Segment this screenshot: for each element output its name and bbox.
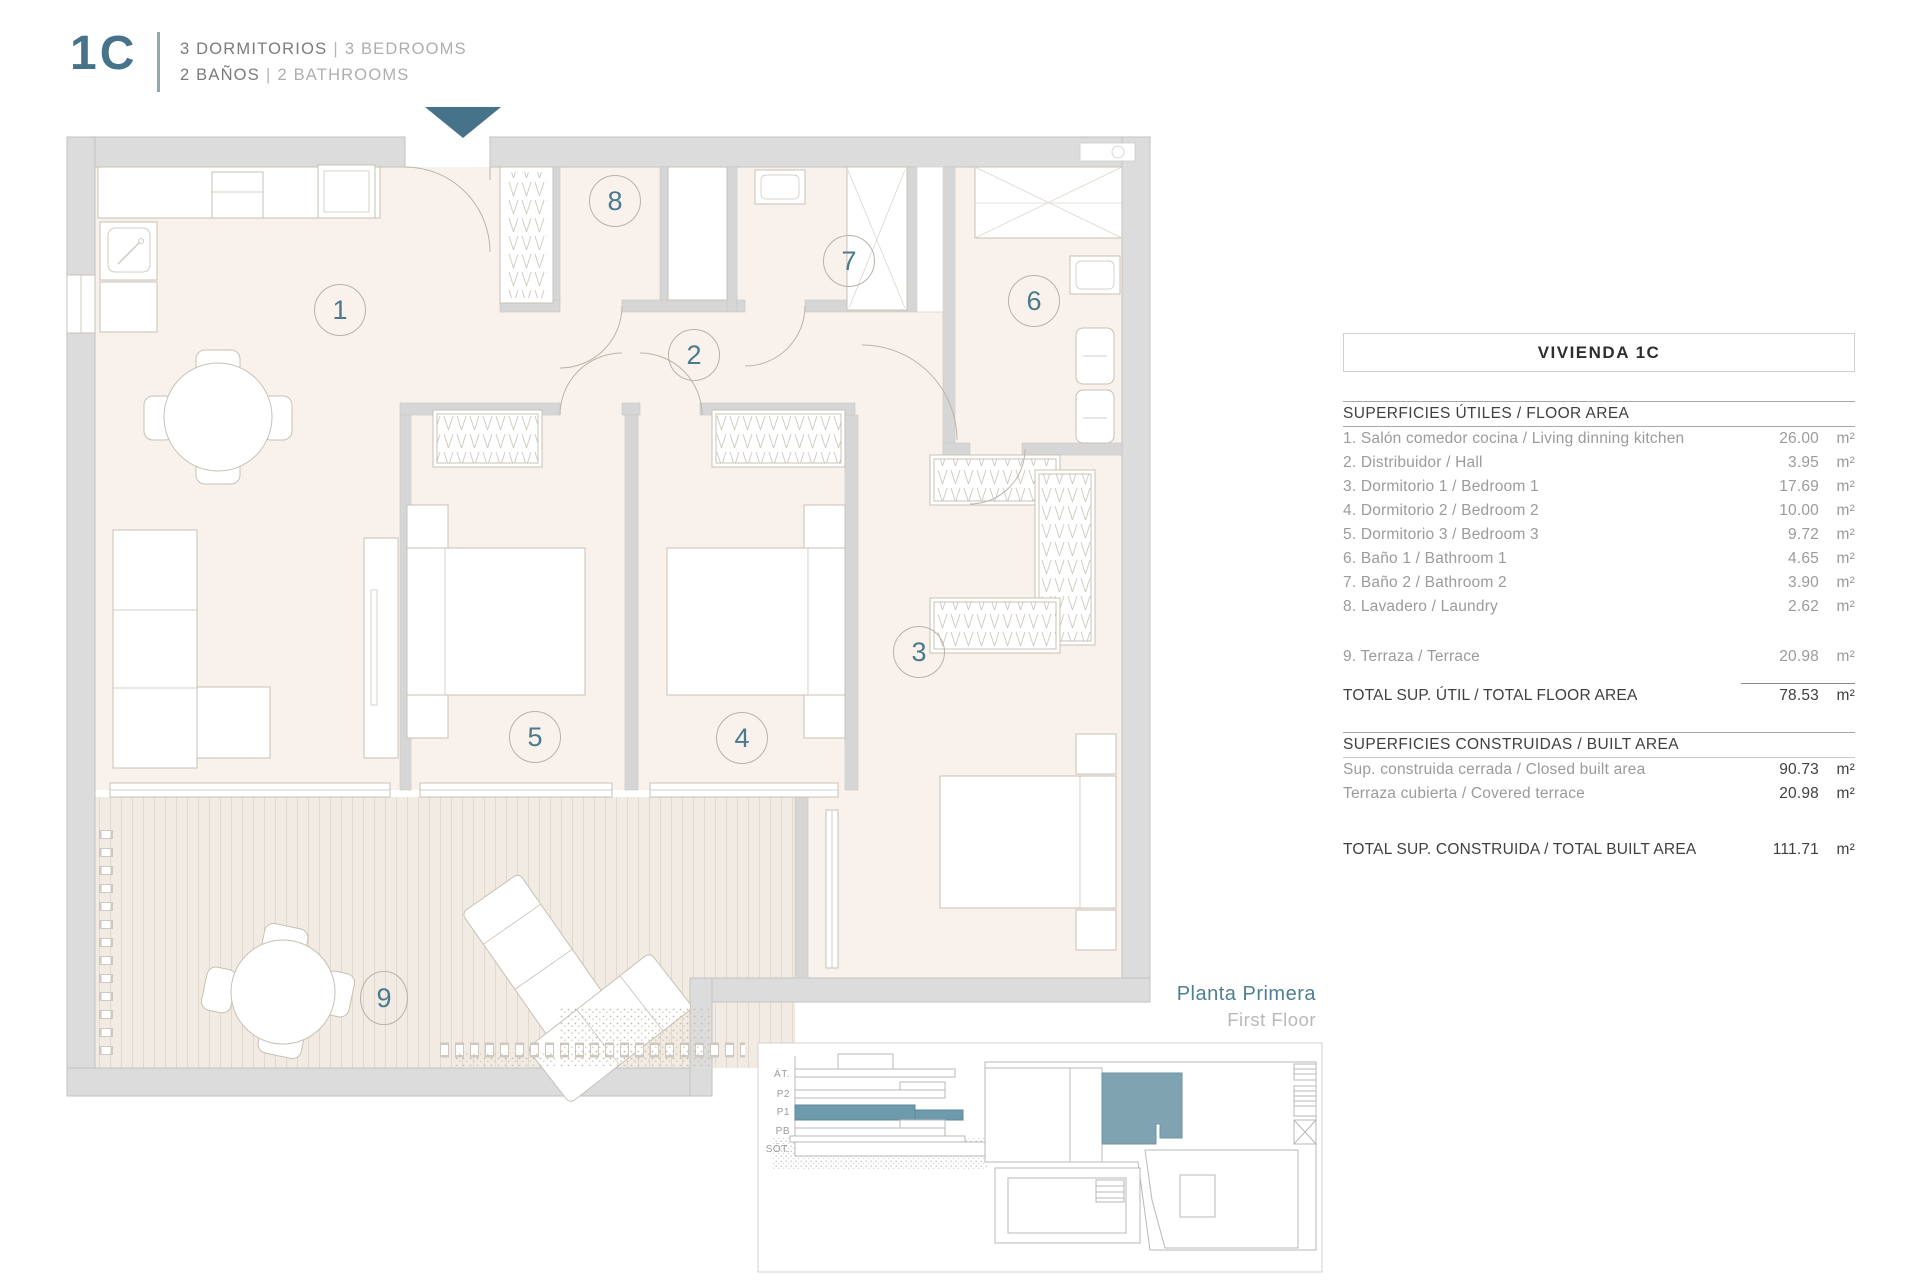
room-badge-bedroom1: 3 — [893, 626, 945, 678]
sofa-chaise — [197, 687, 270, 758]
highlighted-unit-1c — [1102, 1073, 1182, 1144]
room-badge-laundry: 8 — [589, 175, 641, 227]
floor-label-en: First Floor — [1227, 1009, 1316, 1030]
entrance-marker-icon — [425, 107, 501, 138]
bed-2 — [667, 548, 845, 695]
built-area-row: Terraza cubierta / Covered terrace 20.98 m² — [1343, 785, 1855, 802]
room-badge-bedroom2: 4 — [716, 712, 768, 764]
hall-closet — [505, 172, 548, 298]
tv-unit — [364, 538, 398, 758]
panel-title: VIVIENDA 1C — [1343, 333, 1855, 372]
total-floor-area-row: TOTAL SUP. ÚTIL / TOTAL FLOOR AREA 78.53 m² — [1343, 687, 1855, 704]
highlighted-floor-p1 — [795, 1105, 915, 1120]
floor-label — [1060, 981, 1316, 1033]
fridge — [318, 165, 375, 218]
area-row: 8. Lavadero / Laundry 2.62 m² — [1343, 598, 1855, 615]
area-row: 7. Baño 2 / Bathroom 2 3.90 m² — [1343, 574, 1855, 591]
key-plan — [758, 1043, 1322, 1272]
area-row: 4. Dormitorio 2 / Bedroom 2 10.00 m² — [1343, 502, 1855, 519]
bathrooms-line: 2 BAÑOS | 2 BATHROOMS — [180, 66, 410, 84]
level-label-p2: P2 — [776, 1089, 790, 1100]
terrace-area-row: 9. Terraza / Terrace 20.98 m² — [1343, 648, 1855, 665]
bedrooms-line: 3 DORMITORIOS | 3 BEDROOMS — [180, 40, 467, 58]
bed-3 — [407, 548, 585, 695]
area-row: 2. Distribuidor / Hall 3.95 m² — [1343, 454, 1855, 471]
duct-shaft-2 — [917, 167, 943, 312]
level-label-atico: ÁT. — [774, 1069, 790, 1080]
room-badge-bath2: 7 — [823, 235, 875, 287]
terrace-table — [231, 940, 335, 1044]
floor-label-es: Planta Primera — [1176, 983, 1316, 1005]
floor-area-section-header: SUPERFICIES ÚTILES / FLOOR AREA — [1343, 405, 1630, 422]
sofa — [113, 530, 197, 768]
bed-1 — [940, 776, 1116, 908]
planting — [560, 1008, 710, 1066]
unit-code: 1C — [70, 27, 138, 80]
header-divider — [157, 32, 160, 92]
areas-panel — [1343, 333, 1855, 862]
total-built-area-row: TOTAL SUP. CONSTRUIDA / TOTAL BUILT AREA 111.71 m² — [1343, 841, 1855, 858]
room-badge-bedroom3: 5 — [509, 711, 561, 763]
room-badge-living: 1 — [314, 284, 366, 336]
oven — [212, 172, 263, 218]
area-row: 6. Baño 1 / Bathroom 1 4.65 m² — [1343, 550, 1855, 567]
site-plan — [985, 1062, 1316, 1250]
room-badge-hall: 2 — [668, 329, 720, 381]
skylight — [1080, 143, 1135, 161]
built-area-section-header: SUPERFICIES CONSTRUIDAS / BUILT AREA — [1343, 736, 1679, 753]
room-badge-bath1: 6 — [1008, 275, 1060, 327]
header-subtitle — [180, 36, 467, 88]
kitchen-cabinet — [100, 282, 157, 332]
duct-shaft — [668, 167, 727, 300]
level-label-pb: PB — [775, 1126, 790, 1137]
building-section — [772, 1054, 987, 1170]
area-row: 1. Salón comedor cocina / Living dinning kitchen 26.00 m² — [1343, 430, 1855, 447]
bath1-sink — [1070, 256, 1120, 294]
level-label-p1: P1 — [776, 1107, 790, 1118]
level-label-sotano: SÓT. — [765, 1144, 790, 1155]
built-area-row: Sup. construida cerrada / Closed built area 90.73 m² — [1343, 761, 1855, 778]
area-row: 5. Dormitorio 3 / Bedroom 3 9.72 m² — [1343, 526, 1855, 543]
area-row: 3. Dormitorio 1 / Bedroom 1 17.69 m² — [1343, 478, 1855, 495]
bidet — [1076, 390, 1114, 443]
room-badge-terrace: 9 — [360, 971, 408, 1025]
